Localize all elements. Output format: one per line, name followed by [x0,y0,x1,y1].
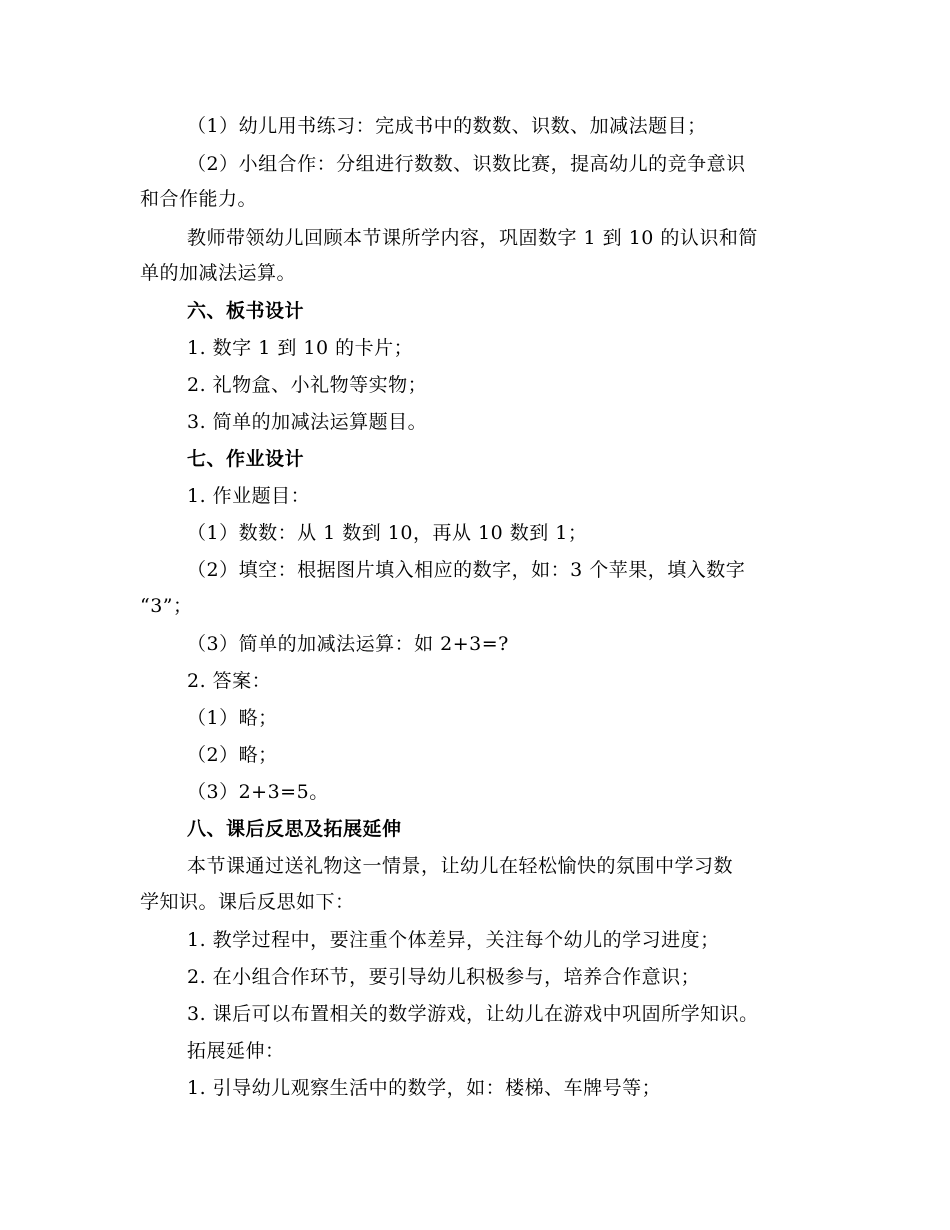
paragraph-line: （2）小组合作：分组进行数数、识数比赛，提高幼儿的竞争意识 [187,153,746,175]
list-item: 1. 教学过程中，要注重个体差异，关注每个幼儿的学习进度； [187,929,720,951]
list-item: （2）填空：根据图片填入相应的数字，如：3 个苹果，填入数字 [187,559,746,581]
list-item: 1. 数字 1 到 10 的卡片； [187,337,414,359]
list-item: 3. 课后可以布置相关的数学游戏，让幼儿在游戏中巩固所学知识。 [187,1003,759,1025]
section-heading: 六、板书设计 [187,300,305,322]
paragraph-line: 单的加减法运算。 [140,262,297,284]
list-item: （1）略； [187,707,278,729]
paragraph-line: （1）幼儿用书练习：完成书中的数数、识数、加减法题目； [187,115,707,137]
paragraph-line: 教师带领幼儿回顾本节课所学内容，巩固数字 1 到 10 的认识和简 [187,227,758,249]
list-item: 2. 答案： [187,670,272,692]
list-item: 2. 在小组合作环节，要引导幼儿积极参与，培养合作意识； [187,966,701,988]
paragraph-line: 学知识。课后反思如下： [140,891,355,913]
paragraph-line: 本节课通过送礼物这一情景，让幼儿在轻松愉快的氛围中学习数 [187,855,734,877]
list-item: （3）简单的加减法运算：如 2+3=? [187,633,509,655]
list-item: 2. 礼物盒、小礼物等实物； [187,374,428,396]
list-item: （2）略； [187,744,278,766]
section-heading: 八、课后反思及拓展延伸 [187,818,402,840]
section-heading: 七、作业设计 [187,448,305,470]
paragraph-line: 拓展延伸： [187,1040,285,1062]
list-item: （1）数数：从 1 数到 10，再从 10 数到 1； [187,522,588,544]
list-item: 3. 简单的加减法运算题目。 [187,411,428,433]
list-item: 1. 引导幼儿观察生活中的数学，如：楼梯、车牌号等； [187,1077,662,1099]
paragraph-line: 和合作能力。 [140,188,258,210]
list-item: 1. 作业题目： [187,485,311,507]
list-item: （3）2+3=5。 [187,781,329,803]
paragraph-line: “3”； [140,595,193,617]
